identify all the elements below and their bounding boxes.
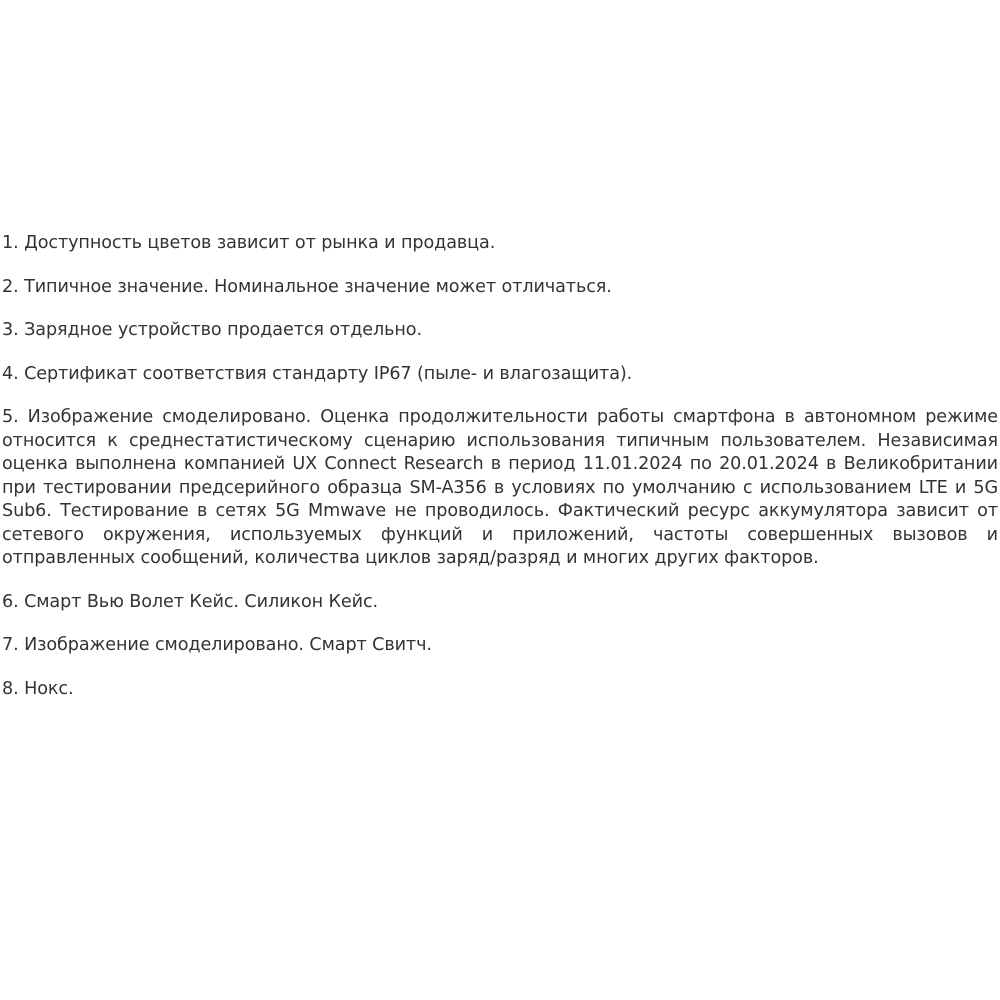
footnote-5: 5. Изображение смоделировано. Оценка продолжительности работы смартфона в автономном режиме относится к среднестатистическому сценарию использования типичным пользователем. Независимая оценка выполнена компанией UX Connect Research в период 11.01.2024 по 20.01.2024 в Великобритании при тестировании предсерийного образца SM-A356 в условиях по умолчанию с использованием LTE и 5G Sub6. Тестирование в сетях 5G Mmwave не проводилось. Фактический ресурс аккумулятора зависит от сетевого окружения, используемых функций и приложений, частоты совершенных вызовов и отправленных сообщений, количества циклов заряд/разряд и многих других факторов. <box>2 407 998 568</box>
footnote-4: 4. Сертификат соответствия стандарту IP67 (пыле- и влагозащита). <box>2 363 633 384</box>
footnote-6: 6. Смарт Вью Волет Кейс. Силикон Кейс. <box>2 591 379 612</box>
footnotes-list <box>0 232 1000 721</box>
footnote-3: 3. Зарядное устройство продается отдельно. <box>2 320 422 340</box>
footnote-2: 2. Типичное значение. Номинальное значение может отличаться. <box>2 276 612 297</box>
footnote-7: 7. Изображение смоделировано. Смарт Свитч. <box>2 635 432 655</box>
footnote-1: 1. Доступность цветов зависит от рынка и продавца. <box>2 233 496 253</box>
footnote-8: 8. Нокс. <box>2 678 74 699</box>
